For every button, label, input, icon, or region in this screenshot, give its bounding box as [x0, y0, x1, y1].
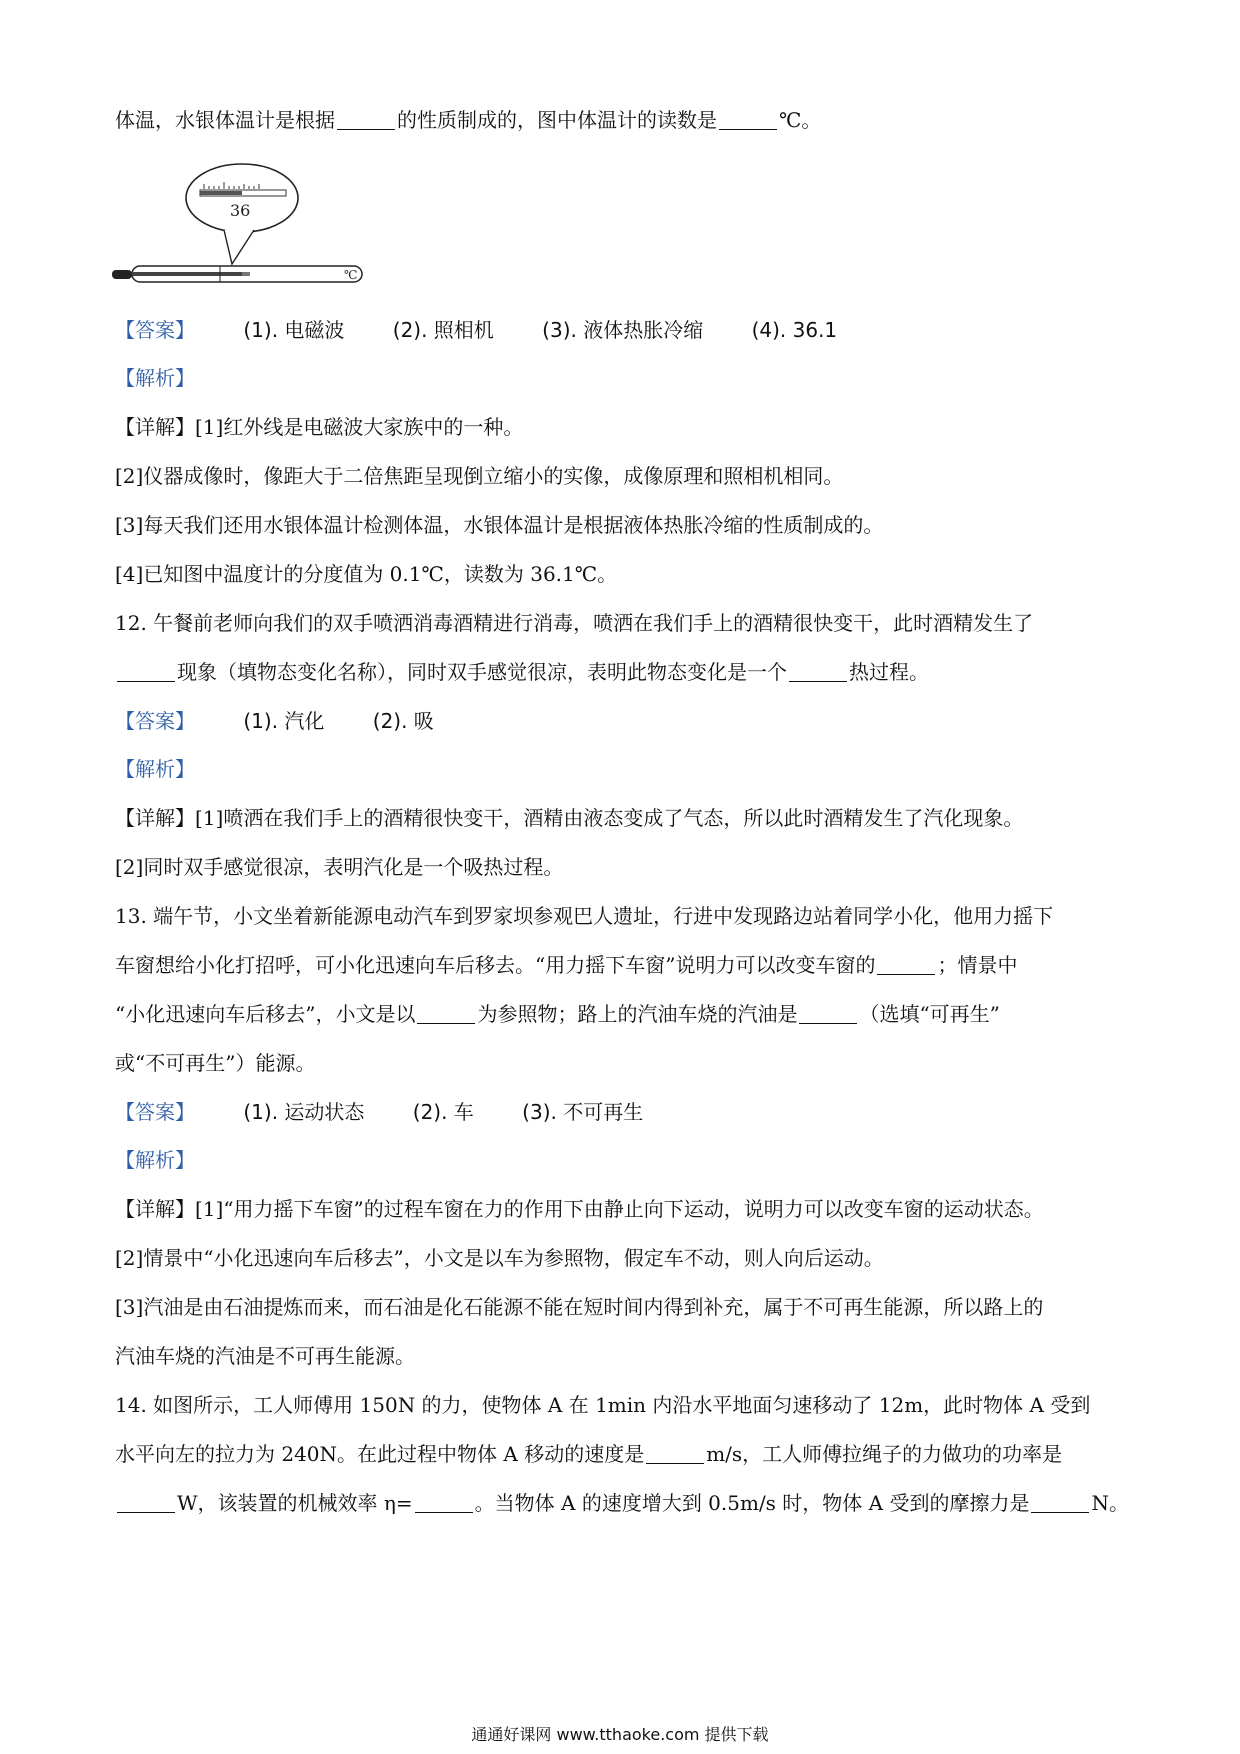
answer-blank [799, 1003, 857, 1024]
answer-blank [877, 954, 935, 975]
q13-detail-4: 汽油车烧的汽油是不可再生能源。 [115, 1344, 415, 1368]
q11-detail-1: 【详解】[1]红外线是电磁波大家族中的一种。 [115, 415, 524, 439]
answer-blank [117, 661, 175, 682]
thermometer-unit-label: ℃ [344, 268, 358, 282]
q12-question-line-1: 12. 午餐前老师向我们的双手喷洒消毒酒精进行消毒，喷洒在我们手上的酒精很快变干，此时酒精发生了 [115, 611, 1034, 635]
q14-question-line-2: 水平向左的拉力为 240N。在此过程中物体 A 移动的速度是 m/s，工人师傅拉绳子的力做功的功率是 [115, 1442, 1063, 1466]
q13-detail-2: [2]情景中“小化迅速向车后移去”，小文是以车为参照物，假定车不动，则人向后运动。 [115, 1246, 884, 1270]
q13-detail-1: 【详解】[1]“用力摇下车窗”的过程车窗在力的作用下由静止向下运动，说明力可以改变车窗的运动状态。 [115, 1197, 1044, 1221]
q13-answer: 【答案】 (1). 运动状态 (2). 车 (3). 不可再生 [115, 1100, 644, 1124]
answer-blank [337, 109, 395, 130]
thermometer-body [112, 266, 362, 282]
thermometer-figure [112, 160, 412, 290]
thermometer-reading-label: 36 [230, 201, 251, 220]
q12-analysis-tag: 【解析】 [115, 757, 195, 781]
page-footer: 通通好课网 www.tthaoke.com 提供下载 [471, 1725, 769, 1744]
q11-answer: 【答案】 (1). 电磁波 (2). 照相机 (3). 液体热胀冷缩 (4). 36.1 [115, 318, 838, 342]
q13-question-line-4: 或“不可再生”）能源。 [115, 1051, 316, 1075]
q11-detail-2: [2]仪器成像时，像距大于二倍焦距呈现倒立缩小的实像，成像原理和照相机相同。 [115, 464, 844, 488]
q11-detail-3: [3]每天我们还用水银体温计检测体温，水银体温计是根据液体热胀冷缩的性质制成的。 [115, 513, 884, 537]
q13-detail-3: [3]汽油是由石油提炼而来，而石油是化石能源不能在短时间内得到补充，属于不可再生能源，所以路上的 [115, 1295, 1044, 1319]
q13-analysis-tag: 【解析】 [115, 1148, 195, 1172]
q12-answer: 【答案】 (1). 汽化 (2). 吸 [115, 709, 434, 733]
q14-question-line-3: W，该装置的机械效率 η= 。当物体 A 的速度增大到 0.5m/s 时，物体 A 受到的摩擦力是 N。 [115, 1488, 1135, 1518]
answer-blank [415, 1492, 473, 1513]
answer-tag: 【答案】 [115, 1100, 195, 1124]
q11-analysis-tag: 【解析】 [115, 366, 195, 390]
q14-question-line-1: 14. 如图所示，工人师傅用 150N 的力，使物体 A 在 1min 内沿水平地面匀速移动了 12m，此时物体 A 受到 [115, 1393, 1091, 1417]
answer-blank [1031, 1492, 1089, 1513]
answer-blank [719, 109, 777, 130]
q13-question-line-3: “小化迅速向车后移去”，小文是以 为参照物；路上的汽油车烧的汽油是 （选填“可再生” [115, 1002, 1000, 1026]
q12-detail-1: 【详解】[1]喷洒在我们手上的酒精很快变干，酒精由液态变成了气态，所以此时酒精发生了汽化现象。 [115, 806, 1024, 830]
answer-tag: 【答案】 [115, 318, 195, 342]
answer-blank [789, 661, 847, 682]
q13-question-line-1: 13. 端午节，小文坐着新能源电动汽车到罗家坝参观巴人遗址，行进中发现路边站着同学小化，他用力摇下 [115, 904, 1054, 928]
q12-detail-2: [2]同时双手感觉很凉，表明汽化是一个吸热过程。 [115, 855, 564, 879]
answer-blank [417, 1003, 475, 1024]
q11-detail-4: [4]已知图中温度计的分度值为 0.1℃，读数为 36.1℃。 [115, 562, 618, 586]
answer-blank [117, 1492, 175, 1513]
magnifier-callout [186, 164, 298, 264]
q11-question-tail: 体温，水银体温计是根据 的性质制成的，图中体温计的读数是 ℃。 [115, 108, 822, 132]
q13-question-line-2: 车窗想给小化打招呼，可小化迅速向车后移去。“用力摇下车窗”说明力可以改变车窗的 ；情景中 [115, 953, 1018, 977]
answer-tag: 【答案】 [115, 709, 195, 733]
answer-blank [646, 1443, 704, 1464]
q12-question-line-2: 现象（填物态变化名称），同时双手感觉很凉，表明此物态变化是一个 热过程。 [115, 657, 1135, 687]
